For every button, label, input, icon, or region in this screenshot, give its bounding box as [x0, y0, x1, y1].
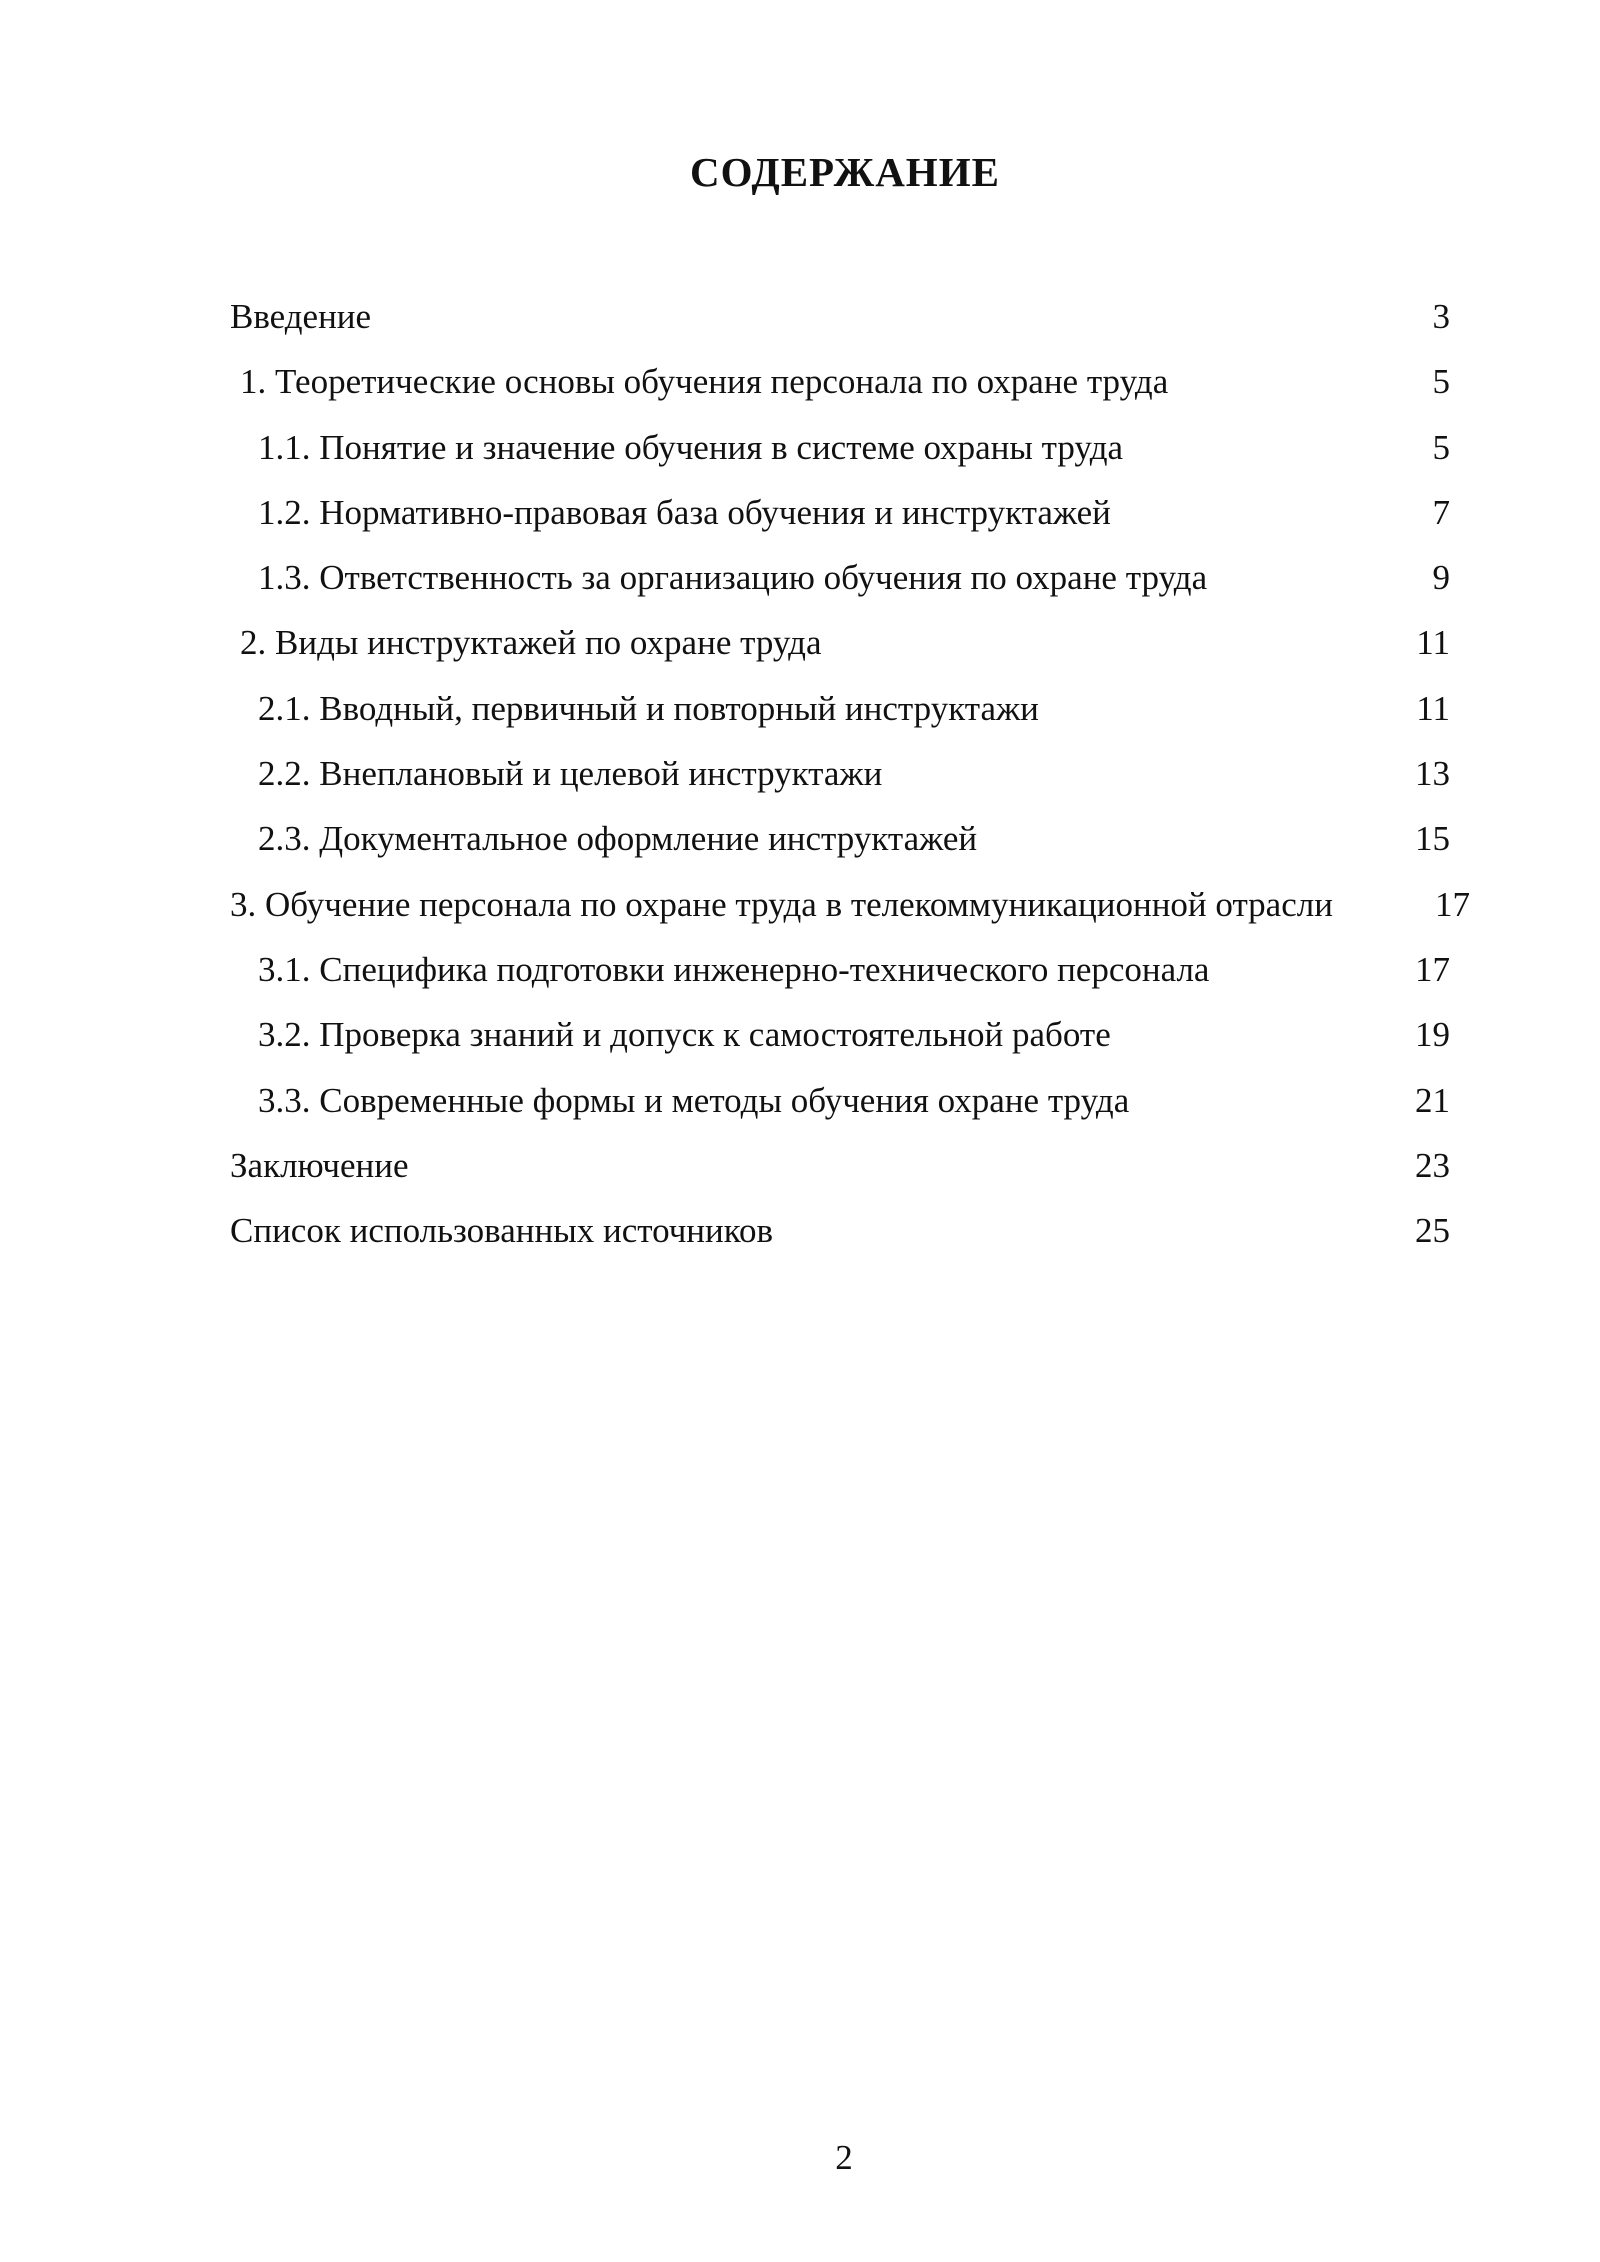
- toc-entry-label: 1.3. Ответственность за организацию обучения по охране труда: [258, 558, 1208, 598]
- toc-entry-label: 3.1. Специфика подготовки инженерно-технического персонала: [258, 949, 1210, 989]
- toc-entry-page: 11: [1416, 623, 1450, 663]
- toc-entry-page: 23: [1415, 1145, 1450, 1185]
- toc-entry-page: 17: [1415, 949, 1450, 989]
- toc-entry-label: Введение: [230, 297, 372, 336]
- toc-entry-page: 17: [1435, 884, 1470, 924]
- toc-entry-label: 3.3. Современные формы и методы обучения охране труда: [258, 1080, 1130, 1120]
- page-title: СОДЕРЖАНИЕ: [690, 149, 1000, 195]
- toc-entry-label: Список использованных источников: [230, 1211, 774, 1251]
- toc-entry-page: 19: [1415, 1015, 1450, 1055]
- toc-entry[interactable]: [230, 421, 1470, 486]
- page-number: 2: [835, 2138, 853, 2177]
- toc-entry[interactable]: [230, 551, 1470, 616]
- toc-entry-label: 2. Виды инструктажей по охране труда: [240, 623, 822, 663]
- toc-entry-label: 2.3. Документальное оформление инструктажей: [258, 819, 978, 859]
- toc-entry[interactable]: [230, 1074, 1470, 1139]
- toc-entry[interactable]: [230, 1139, 1470, 1204]
- toc-entry[interactable]: [230, 747, 1470, 812]
- toc-entry-label: 3. Обучение персонала по охране труда в телекоммуникационной отрасли: [230, 884, 1333, 924]
- toc-entry-page: 21: [1415, 1080, 1450, 1120]
- toc-entry-label: 1. Теоретические основы обучения персонала по охране труда: [240, 362, 1169, 402]
- toc-entry[interactable]: [230, 878, 1470, 943]
- table-of-contents: [230, 290, 1470, 1269]
- toc-entry-page: 3: [1432, 297, 1450, 336]
- toc-entry[interactable]: [230, 616, 1470, 681]
- toc-entry[interactable]: [230, 1204, 1470, 1269]
- toc-entry[interactable]: [230, 1008, 1470, 1073]
- toc-entry[interactable]: [230, 943, 1470, 1008]
- toc-entry-page: 9: [1432, 558, 1450, 598]
- toc-entry-page: 15: [1415, 819, 1450, 859]
- toc-entry[interactable]: [230, 290, 1470, 355]
- toc-entry-label: Заключение: [230, 1145, 409, 1185]
- toc-entry-page: 5: [1432, 362, 1450, 402]
- toc-entry-page: 25: [1415, 1211, 1450, 1251]
- toc-entry-page: 5: [1432, 427, 1450, 467]
- toc-entry[interactable]: [230, 486, 1470, 551]
- toc-entry-label: 2.2. Внеплановый и целевой инструктажи: [258, 754, 883, 794]
- toc-entry[interactable]: [230, 812, 1470, 877]
- toc-entry[interactable]: [230, 682, 1470, 747]
- toc-entry-label: 1.1. Понятие и значение обучения в системе охраны труда: [258, 427, 1124, 467]
- toc-entry-page: 7: [1432, 492, 1450, 532]
- toc-entry-label: 1.2. Нормативно-правовая база обучения и инструктажей: [258, 492, 1111, 532]
- toc-entry-label: 3.2. Проверка знаний и допуск к самостоятельной работе: [258, 1015, 1111, 1055]
- toc-entry-page: 11: [1416, 688, 1450, 728]
- toc-entry-page: 13: [1415, 754, 1450, 794]
- toc-entry[interactable]: [230, 355, 1470, 420]
- toc-entry-label: 2.1. Вводный, первичный и повторный инструктажи: [258, 688, 1039, 728]
